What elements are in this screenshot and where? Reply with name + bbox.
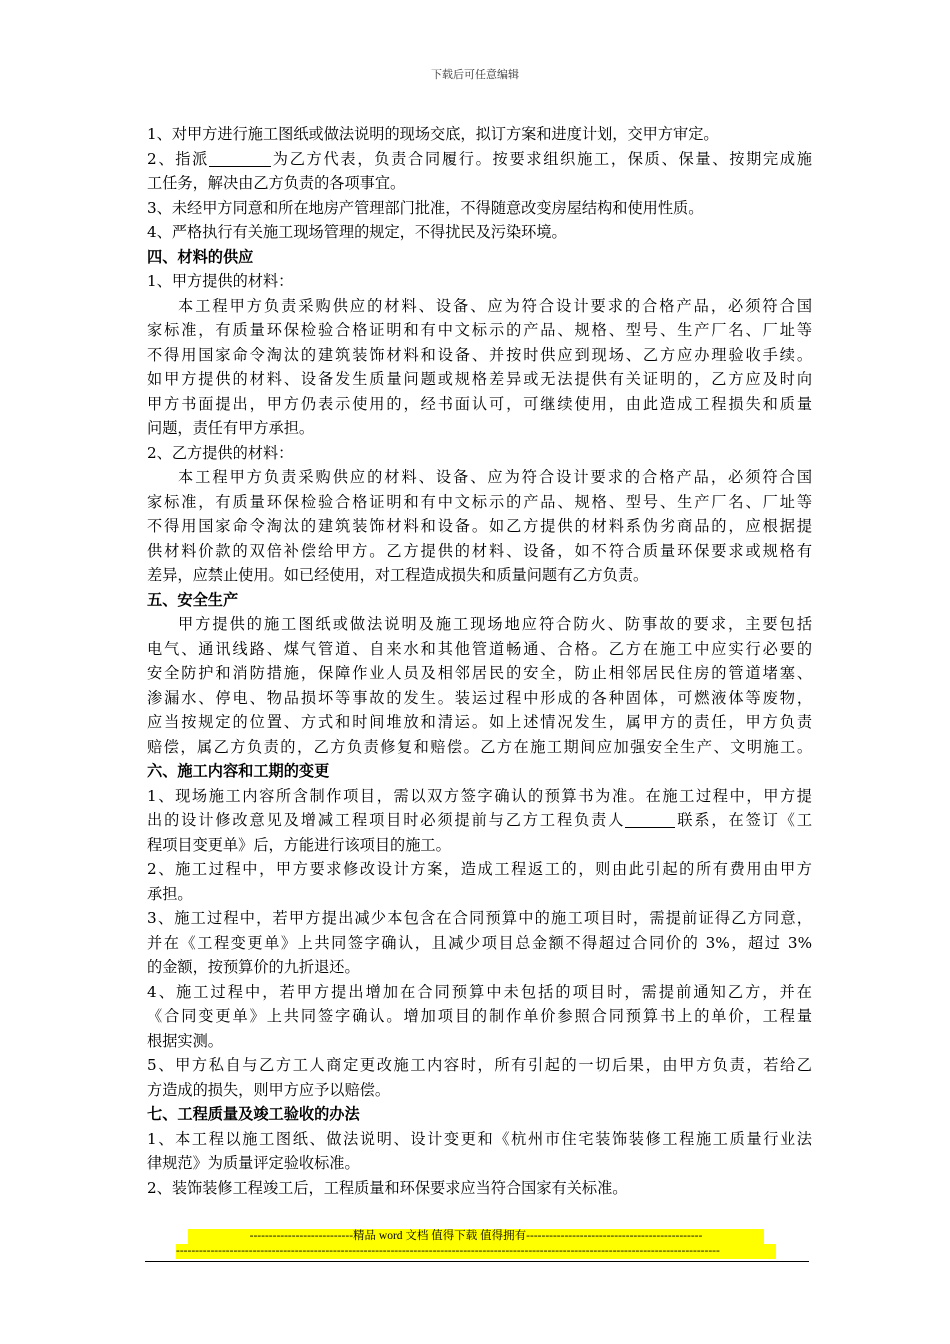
footer-dashes: ----------------------------------------------------------------------------------------------------------------------------------------------: [176, 1244, 776, 1259]
text-line: 电气、通讯线路、煤气管道、自来水和其他管道畅通、合格。乙方在施工中应实行必要的: [147, 639, 812, 658]
text-line: 2、施工过程中，甲方要求修改设计方案，造成工程返工的，则由此引起的所有费用由甲方: [147, 860, 812, 878]
text-segment: 联系，在签订《工: [675, 811, 813, 829]
text-line: 如甲方提供的材料、设备发生质量问题或规格差异或无法提供有关证明的，乙方应及时向: [147, 370, 812, 388]
text-line: 甲方提供的施工图纸或做法说明及施工现场地应符合防火、防事故的要求，主要包括: [178, 615, 812, 633]
text-line: 本工程甲方负责采购供应的材料、设备、应为符合设计要求的合格产品，必须符合国: [178, 468, 812, 486]
text-line: 1、甲方提供的材料：: [147, 272, 294, 290]
text-line: 4、施工过程中，若甲方提出增加在合同预算中未包括的项目时，需提前通知乙方，并在: [147, 982, 812, 1001]
document-body: [147, 122, 812, 1200]
text-segment: 出的设计修改意见及增减工程项目时必须提前与乙方工程负责人: [147, 811, 626, 829]
text-line: 工任务，解决由乙方负责的各项事宜。: [147, 174, 406, 192]
text-line: 程项目变更单》后，方能进行该项目的施工。: [147, 835, 451, 854]
text-line: 1、对甲方进行施工图纸或做法说明的现场交底，拟订方案和进度计划，交甲方审定。: [147, 125, 719, 143]
page-header: 下载后可任意编辑: [431, 68, 519, 81]
text-line: 1、本工程以施工图纸、做法说明、设计变更和《杭州市住宅装饰装修工程施工质量行业法: [147, 1129, 812, 1148]
text-line: 供材料价款的双倍补偿给甲方。乙方提供的材料、设备，如不符合质量环保要求或规格有: [147, 541, 812, 560]
text-line: 2、乙方提供的材料：: [147, 443, 294, 462]
section-heading: 六、施工内容和工期的变更: [147, 762, 330, 780]
text-line: 赔偿，属乙方负责的，乙方负责修复和赔偿。乙方在施工期间应加强安全生产、文明施工。: [147, 737, 812, 756]
text-line: 家标准，有质量环保检验合格证明和有中文标示的产品、规格、型号、生产厂名、厂址等: [147, 492, 812, 511]
text-segment: 为乙方代表，负责合同履行。按要求组织施工，保质、保量、按期完成施: [271, 149, 812, 168]
text-line: [147, 808, 812, 833]
page-footer: [145, 1229, 809, 1262]
text-line: 问题，责任有甲方承担。: [147, 419, 315, 437]
text-line: 的金额，按预算价的九折退还。: [147, 958, 360, 976]
section-heading: 四、材料的供应: [147, 247, 254, 266]
fill-in-blank: [209, 151, 271, 167]
section-heading: 五、安全生产: [147, 590, 239, 609]
footer-rule: [145, 1261, 809, 1262]
text-line: 4、严格执行有关施工现场管理的规定，不得扰民及污染环境。: [147, 223, 567, 241]
section-heading: 七、工程质量及竣工验收的办法: [147, 1105, 360, 1123]
text-line: 2、装饰装修工程竣工后，工程质量和环保要求应当符合国家有关标准。: [147, 1178, 628, 1197]
text-line: 承担。: [147, 884, 193, 903]
text-line: 3、未经甲方同意和所在地房产管理部门批准，不得随意改变房屋结构和使用性质。: [147, 198, 704, 217]
text-line: 甲方书面提出，甲方仍表示使用的，经书面认可，可继续使用，由此造成工程损失和质量: [147, 394, 812, 413]
text-line: [147, 147, 812, 172]
text-line: 安全防护和消防措施，保障作业人员及相邻居民的安全，防止相邻居民住房的管道堵塞、: [147, 664, 812, 682]
text-line: 家标准，有质量环保检验合格证明和有中文标示的产品、规格、型号、生产厂名、厂址等: [147, 321, 812, 339]
text-line: 不得用国家命令淘汰的建筑装饰材料和设备、并按时供应到现场、乙方应办理验收手续。: [147, 345, 812, 364]
text-line: 《合同变更单》上共同签字确认。增加项目的制作单价参照合同预算书上的单价，工程量: [147, 1007, 812, 1025]
text-line: 渗漏水、停电、物品损坏等事故的发生。装运过程中形成的各种固体，可燃液体等废物，: [147, 688, 812, 707]
footer-banner: ---------------------------精品 word 文档 值得下载 值得拥有----------------------------------------------: [188, 1229, 764, 1244]
text-line: 不得用国家命令淘汰的建筑装饰材料和设备。如乙方提供的材料系伪劣商品的，应根据提: [147, 517, 812, 535]
text-line: 差异，应禁止使用。如已经使用，对工程造成损失和质量问题有乙方负责。: [147, 566, 649, 584]
text-line: 律规范》为质量评定验收标准。: [147, 1154, 360, 1172]
text-line: 应当按规定的位置、方式和时间堆放和清运。如上述情况发生，属甲方的责任，甲方负责: [147, 713, 812, 731]
text-line: 并在《工程变更单》上共同签字确认，且减少项目总金额不得超过合同价的 3%，超过 3%: [147, 933, 812, 952]
fill-in-blank: [625, 812, 675, 828]
text-segment: 2、指派: [147, 149, 210, 168]
text-line: 3、施工过程中，若甲方提出减少本包含在合同预算中的施工项目时，需提前证得乙方同意，: [147, 909, 812, 927]
text-line: 根据实测。: [147, 1031, 223, 1050]
text-line: 5、甲方私自与乙方工人商定更改施工内容时，所有引起的一切后果，由甲方负责，若给乙: [147, 1056, 812, 1074]
text-line: 本工程甲方负责采购供应的材料、设备、应为符合设计要求的合格产品，必须符合国: [178, 296, 812, 315]
text-line: 方造成的损失，则甲方应予以赔偿。: [147, 1080, 390, 1099]
text-line: 1、现场施工内容所含制作项目，需以双方签字确认的预算书为准。在施工过程中，甲方提: [147, 786, 812, 805]
